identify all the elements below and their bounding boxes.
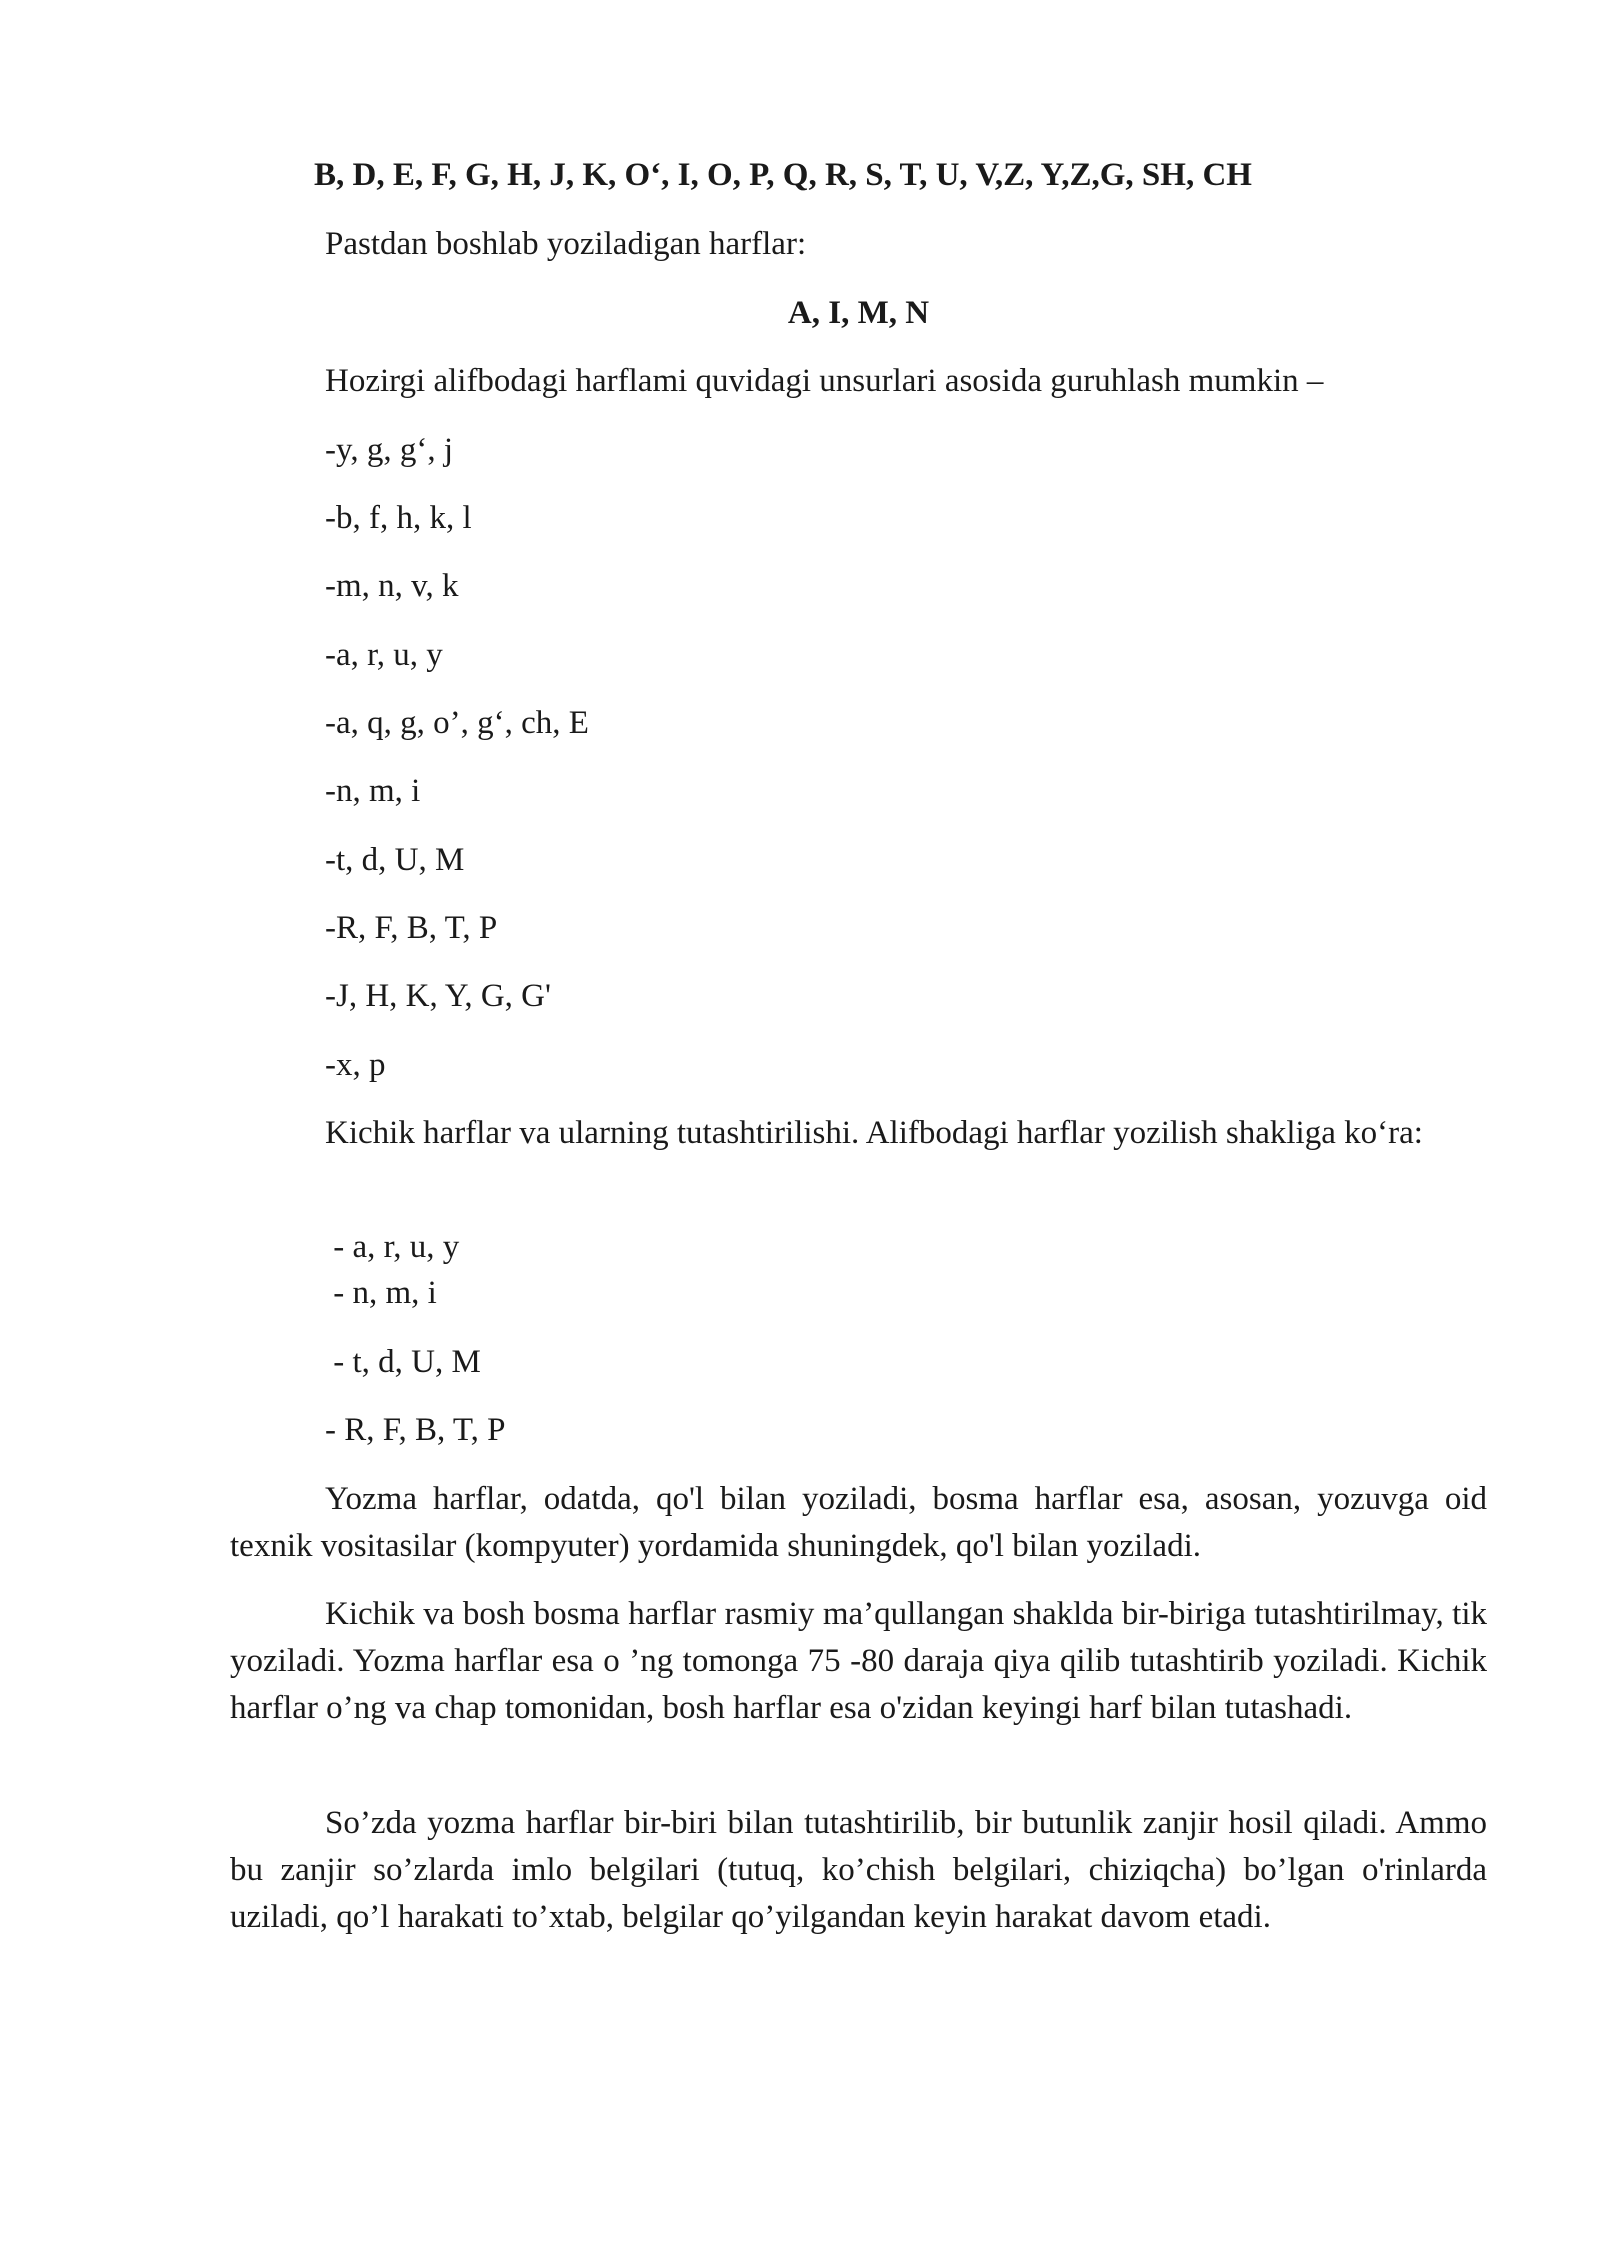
- small-letters-paragraph: [230, 1110, 1487, 1157]
- paragraph-letter-slant-text: Kichik va bosh bosma harflar rasmiy ma’qullangan shaklda bir-biriga tutashtirilmay, tik yoziladi. Yozma harflar esa o ’ng tomonga 75 -80 daraja qiya qilib tutashtirib yoziladi. Kichik harflar o’ng va chap tomonidan, bosh harflar esa o'zidan keyingi harf bilan tutashadi.: [230, 1596, 1487, 1726]
- group-line-10: -x, p: [325, 1047, 386, 1083]
- group-line-5: -a, q, g, o’, g‘, ch, E: [325, 705, 589, 741]
- group-line-2: -b, f, h, k, l: [325, 500, 472, 536]
- uppercase-letters-line: B, D, E, F, G, H, J, K, O‘, I, O, P, Q, R, S, T, U, V,Z, Y,Z,G, SH, CH: [314, 157, 1252, 193]
- paragraph-handwritten-printed-text: Yozma harflar, odatda, qo'l bilan yoziladi, bosma harflar esa, asosan, yozuvga oid texnik vositasilar (kompyuter) yordamida shuningdek, qo'l bilan yoziladi.: [230, 1481, 1487, 1564]
- shape-group-line-4: - R, F, B, T, P: [325, 1412, 506, 1448]
- paragraph-letter-slant: [230, 1591, 1487, 1732]
- group-line-9: -J, H, K, Y, G, G': [325, 978, 551, 1014]
- group-line-4: -a, r, u, y: [325, 637, 443, 673]
- bottom-start-letters: A, I, M, N: [787, 295, 930, 331]
- group-line-1: -y, g, g‘, j: [325, 432, 454, 468]
- bottom-start-heading: Pastdan boshlab yoziladigan harflar:: [325, 226, 807, 262]
- shape-group-line-2: - n, m, i: [325, 1275, 437, 1311]
- paragraph-handwritten-printed: [230, 1476, 1487, 1570]
- group-line-6: -n, m, i: [325, 773, 421, 809]
- small-letters-paragraph-text: Kichik harflar va ularning tutashtirilishi. Alifbodagi harflar yozilish shakliga ko‘ra:: [325, 1115, 1423, 1151]
- group-line-3: -m, n, v, k: [325, 568, 459, 604]
- grouping-intro: Hozirgi alifbodagi harflami quvidagi unsurlari asosida guruhlash mumkin –: [325, 363, 1324, 399]
- paragraph-letter-chain: [230, 1800, 1487, 1941]
- shape-group-line-1: - a, r, u, y: [325, 1229, 460, 1265]
- shape-group-line-3: - t, d, U, M: [325, 1344, 481, 1380]
- paragraph-letter-chain-text: So’zda yozma harflar bir-biri bilan tutashtirilib, bir butunlik zanjir hosil qiladi. Ammo bu zanjir so’zlarda imlo belgilari (tutuq, ko’chish belgilari, chiziqcha) bo’lgan o'rinlarda uziladi, qo’l harakati to’xtab, belgilar qo’yilgandan keyin harakat davom etadi.: [230, 1805, 1487, 1935]
- group-line-7: -t, d, U, M: [325, 842, 465, 878]
- group-line-8: -R, F, B, T, P: [325, 910, 498, 946]
